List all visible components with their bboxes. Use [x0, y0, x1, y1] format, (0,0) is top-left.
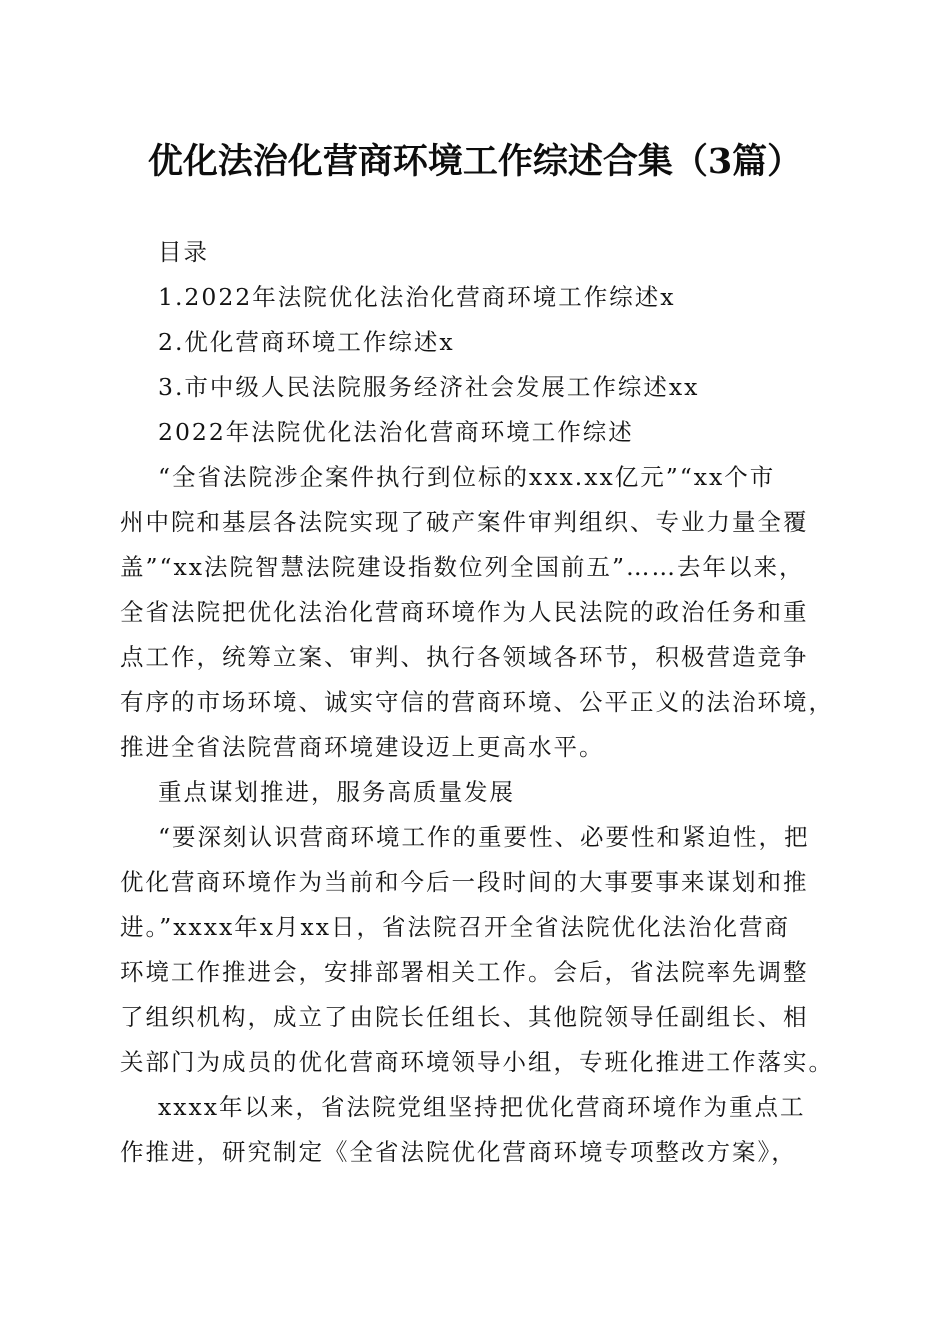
- paragraph-line: xxxx年以来，省法院党组坚持把优化营商环境作为重点工: [158, 1093, 806, 1121]
- paragraph-line: 点工作，统筹立案、审判、执行各领域各环节，积极营造竞争: [120, 643, 809, 671]
- paragraph-planning: [120, 815, 834, 1085]
- toc-item: 3.市中级人民法院服务经济社会发展工作综述xx: [158, 373, 700, 401]
- toc-item: 1.2022年法院优化法治化营商环境工作综述x: [158, 283, 676, 311]
- article-title: 2022年法院优化法治化营商环境工作综述: [158, 418, 634, 446]
- paragraph-line: 环境工作推进会，安排部署相关工作。会后，省法院率先调整: [120, 958, 809, 986]
- document-body: [120, 230, 834, 1175]
- paragraph-line: “全省法院涉企案件执行到位标的xxx.xx亿元”“xx个市: [158, 463, 776, 491]
- toc-item: 2.优化营商环境工作综述x: [158, 328, 455, 356]
- paragraph-line: “要深刻认识营商环境工作的重要性、必要性和紧迫性，把: [158, 823, 810, 851]
- toc-heading: 目录: [158, 238, 209, 266]
- paragraph-line: 了组织机构，成立了由院长任组长、其他院领导任副组长、相: [120, 1003, 809, 1031]
- paragraph-line: 优化营商环境作为当前和今后一段时间的大事要事来谋划和推: [120, 868, 809, 896]
- paragraph-intro: [120, 455, 834, 770]
- paragraph-line: 推进全省法院营商环境建设迈上更高水平。: [120, 733, 605, 761]
- section-heading: 重点谋划推进，服务高质量发展: [158, 778, 515, 806]
- document-title: 优化法治化营商环境工作综述合集（3篇）: [147, 141, 803, 182]
- paragraph-line: 作推进，研究制定《全省法院优化营商环境专项整改方案》，: [120, 1138, 797, 1166]
- paragraph-line: 进。”xxxx年x月xx日，省法院召开全省法院优化法治化营商: [120, 913, 791, 941]
- paragraph-line: 州中院和基层各法院实现了破产案件审判组织、专业力量全覆: [120, 508, 809, 536]
- paragraph-party-group: [120, 1085, 830, 1175]
- paragraph-line: 全省法院把优化法治化营商环境作为人民法院的政治任务和重: [120, 598, 809, 626]
- paragraph-line: 盖”“xx法院智慧法院建设指数位列全国前五”……去年以来，: [120, 553, 805, 581]
- paragraph-line: 有序的市场环境、诚实守信的营商环境、公平正义的法治环境，: [120, 688, 834, 716]
- paragraph-line: 关部门为成员的优化营商环境领导小组，专班化推进工作落实。: [120, 1048, 834, 1076]
